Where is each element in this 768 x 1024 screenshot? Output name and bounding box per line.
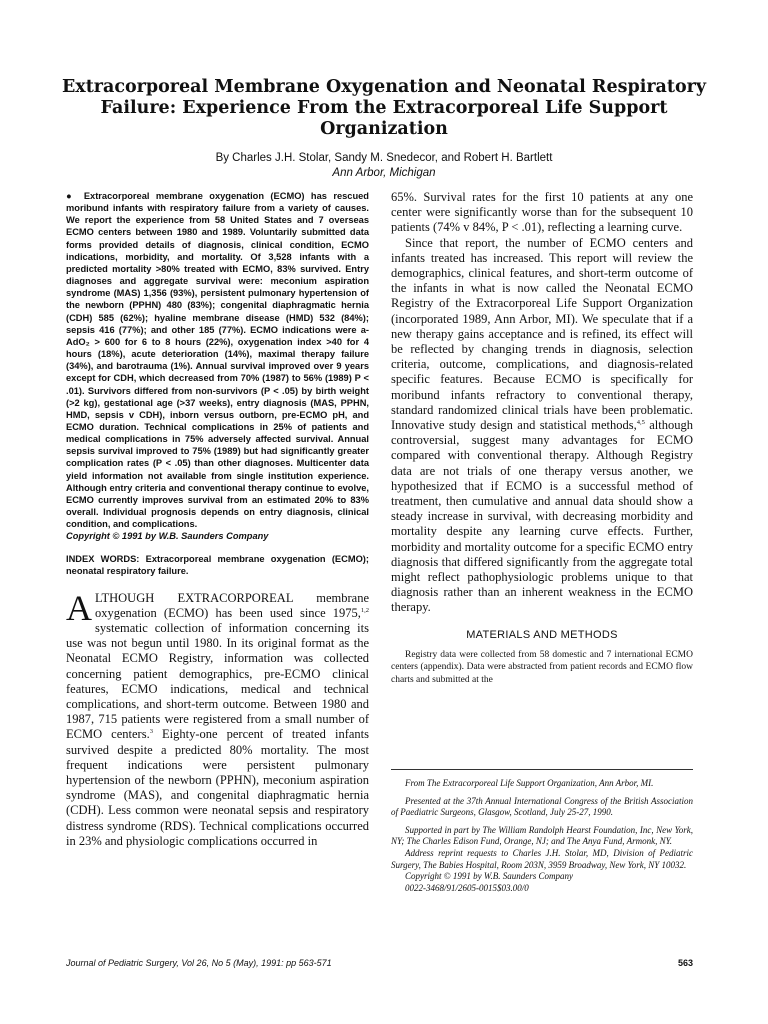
right-column xyxy=(391,190,693,686)
article-title: Extracorporeal Membrane Oxygenation and Neonatal Respiratory Failure: Experience From the Extracorporeal Life Support Organization xyxy=(61,77,707,139)
second-text-1: Since that report, the number of ECMO centers and infants treated has increased. This report will review the demographics, clinical features, and short-term outcome of the infants in what is now called the Neonatal ECMO Registry of the Extracorporeal Life Support Organization (incorporated 1989, Ann Arbor, MI). We speculate that if a new therapy gains acceptance and is refined, its effect will be reflected by changing trends in diagnosis, selection criteria, outcome, complications, and diagnosis-related specific features. Because ECMO is specifically for moribund infants refractory to conventional therapy, standard randomized clinical trials have been problematic. Innovative study design and statistical methods, xyxy=(391,235,693,433)
drop-cap: A xyxy=(66,587,92,628)
intro-text-1: LTHOUGH EXTRACORPOREAL membrane oxygenation (ECMO) has been used since 1975, xyxy=(95,590,369,620)
index-words: INDEX WORDS: Extracorporeal membrane oxygenation (ECMO); neonatal respiratory failure. xyxy=(66,553,369,577)
second-paragraph xyxy=(391,236,693,616)
footnotes xyxy=(391,774,693,894)
abstract-copyright: Copyright © 1991 by W.B. Saunders Company xyxy=(66,531,269,542)
abstract xyxy=(66,190,369,530)
footnote-code: 0022-3468/91/2605-0015$03.00/0 xyxy=(405,882,529,893)
intro-continued: 65%. Survival rates for the first 10 patients at any one center were significantly worse than for the subsequent 10 patients (74% v 84%, P < .01), reflecting a learning curve. xyxy=(391,190,693,235)
intro-paragraph xyxy=(66,587,369,849)
author-affiliation: Ann Arbor, Michigan xyxy=(332,167,436,179)
reference-marker: 4,5 xyxy=(636,418,645,426)
author-list: By Charles J.H. Stolar, Sandy M. Snedecor, and Robert H. Bartlett xyxy=(215,152,553,164)
second-text-2: although controversial, suggest many advantages for ECMO compared with conventional therapy. Although Registry data are not trials of one therapy versus another, we hypothesized that if ECMO is a successful method of treatment, then cumulative and annual data should show a steady increase in survival, with decreasing morbidity and mortality despite any learning curve effects. Further, morbidity and mortality outcome for a specific ECMO entry diagnosis that differed significantly from the aggregate total might reflect pathophysiologic problems unique to that diagnosis rather than an inherent weakness in the ECMO therapy. xyxy=(391,418,694,615)
intro-text-3: Eighty-one percent of treated infants survived despite a predicted 80% mortality. The most frequent indications were persistent pulmonary hypertension of the newborn (PPHN), meconium aspiration syndrome (MAS), and congenital diaphragmatic hernia (CDH). Less common were neonatal sepsis and respiratory distress syndrome (RDS). Technical complications occurred in 23% and physiologic complications occurred in xyxy=(66,727,369,848)
reference-marker: 1,2 xyxy=(360,606,369,614)
intro-text-2: systematic collection of information concerning its use was not begun until 1980. In its original format as the Neonatal ECMO Registry, information was collected concerning patient demographics, pre-ECMO clinical features, ECMO indications, medical and technical complications, and short-term outcome. Between 1980 and 1987, 715 patients were registered from a small number of ECMO centers. xyxy=(66,620,369,742)
abstract-text: Extracorporeal membrane oxygenation (ECMO) has rescued moribund infants with respiratory failure from a variety of causes. We report the experience from 58 United States and 7 overseas ECMO centers between 1980 and 1989. Voluntarily submitted data forms provided details of diagnosis, clinical condition, ECMO indications, morbidity, and mortality. Of 3,528 infants with a predicted mortality >80% treated with ECMO, 83% survived. Entry diagnoses and aggregate survival were: meconium aspiration syndrome (MAS) 1,356 (93%), persistent pulmonary hypertension of the newborn (PPHN) 480 (83%); congenital diaphragmatic hernia (CDH) 585 (62%); hyaline membrane disease (HMD) 532 (84%); sepsis 416 (77%); and other 185 (77%). ECMO indications were a-AdO₂ > 600 for 6 to 8 hours (22%), oxygenation index >40 for 4 hours (18%), acute deterioration (14%), maximal therapy failure (34%), and barotrauma (1%). Annual survival improved over 9 years except for CDH, which decreased from 70% (1987) to 56% (1989) P < .01). Survivors differed from non-survivors (P < .05) by birth weight (>2 kg), gestational age (>37 weeks), entry diagnosis (MAS, PPHN, HMD, sepsis v CDH), inborn versus outborn, pre-ECMO pH, and ECMO duration. Technical complications in 25% of patients and medical complications in 75% adversely affected survival. Annual sepsis survival improved to 75% (1989) but had significantly greater complication rates (P < .05) than other diagnoses. Multicenter data yield information not available from single institution experience. Although entry criteria and conventional therapy continue to evolve, ECMO currently improves survival from an estimated 20% to 83% overall. Individual prognosis depends on entry diagnosis, clinical condition, and complications. xyxy=(66,191,369,530)
footnote-presented: Presented at the 37th Annual International Congress of the British Association of Paediatric Surgeons, Glasgow, Scotland, July 25-27, 1990. xyxy=(391,795,693,818)
footnote-copyright: Copyright © 1991 by W.B. Saunders Company xyxy=(405,871,573,882)
footnote-address: Address reprint requests to Charles J.H. Stolar, MD, Division of Pediatric Surgery, The Babies Hospital, Room 203N, 3959 Broadway, New York, NY 10032. xyxy=(391,847,693,870)
footnote-supported: Supported in part by The William Randolph Hearst Foundation, Inc, New York, NY; The Charles Edison Fund, Orange, NJ; and The Anya Fund, Armonk, NY. xyxy=(391,824,693,847)
bullet-icon: ● xyxy=(66,191,76,201)
left-column xyxy=(66,190,369,849)
footnote-divider xyxy=(391,769,693,770)
footnote-from: From The Extracorporeal Life Support Organization, Ann Arbor, MI. xyxy=(405,778,654,788)
section-heading-methods: MATERIALS AND METHODS xyxy=(466,628,618,641)
reference-marker: 3 xyxy=(149,728,153,736)
journal-citation: Journal of Pediatric Surgery, Vol 26, No 5 (May), 1991: pp 563-571 xyxy=(66,958,332,968)
methods-paragraph: Registry data were collected from 58 domestic and 7 international ECMO centers (appendix). Data were abstracted from patient records and ECMO flow charts and submitted at the xyxy=(391,649,693,685)
page-number: 563 xyxy=(677,958,693,968)
